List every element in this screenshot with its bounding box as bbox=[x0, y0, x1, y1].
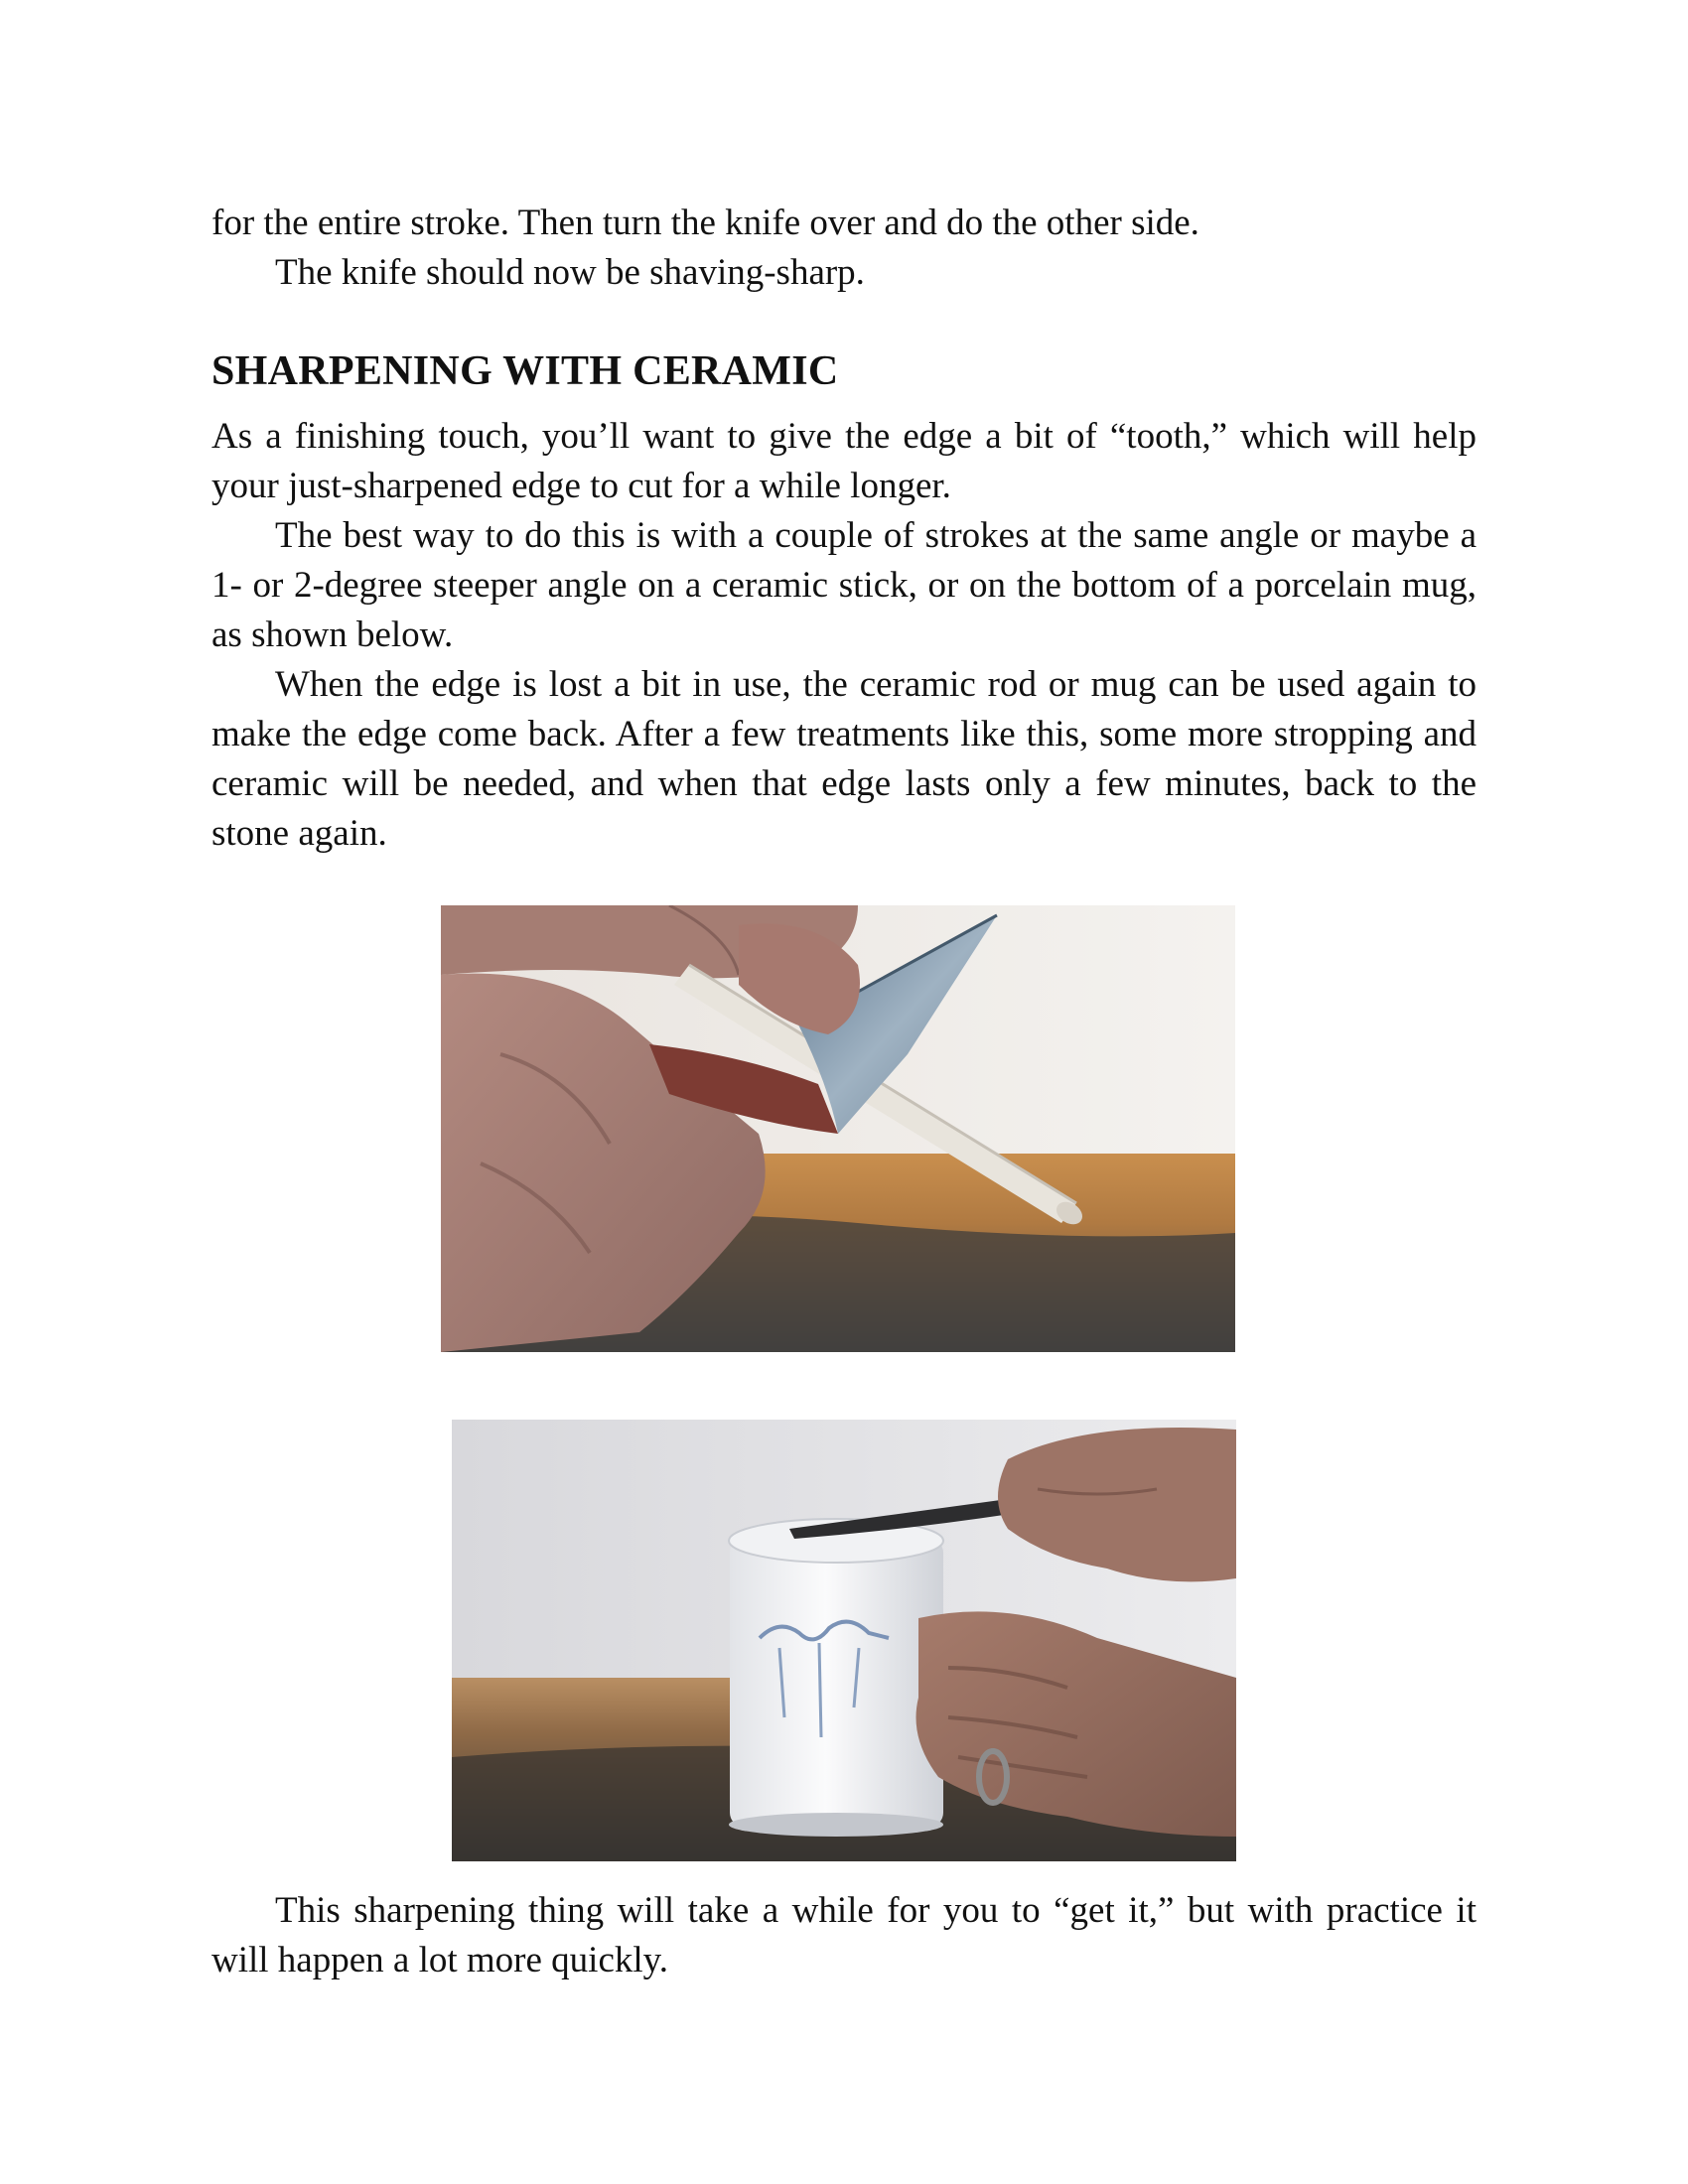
body-paragraph-3: When the edge is lost a bit in use, the ceramic rod or mug can be used again to make the edge come back. After a few treatments like this, some more stropping and ceramic will be needed, and when that edge lasts only a few minutes, back to the stone again. bbox=[211, 664, 1477, 854]
continuation-paragraph: for the entire stroke. Then turn the knife over and do the other side. bbox=[211, 203, 1199, 243]
section-body bbox=[211, 412, 1477, 859]
body-paragraph-1: As a finishing touch, you’ll want to give the edge a bit of “tooth,” which will help your just-sharpened edge to cut for a while longer. bbox=[211, 416, 1477, 506]
ceramic-rod-illustration bbox=[441, 905, 1235, 1352]
top-text-block bbox=[211, 199, 1477, 298]
porcelain-mug-illustration bbox=[452, 1420, 1236, 1861]
section-heading: SHARPENING WITH CERAMIC bbox=[211, 348, 839, 394]
porcelain-mug-photo bbox=[452, 1420, 1236, 1861]
closing-paragraph: This sharpening thing will take a while for you to “get it,” but with practice it will happen a lot more quickly. bbox=[211, 1890, 1477, 1980]
ceramic-rod-photo bbox=[441, 905, 1235, 1352]
sharp-note-paragraph: The knife should now be shaving-sharp. bbox=[275, 252, 865, 293]
closing-text-block bbox=[211, 1886, 1477, 1985]
body-paragraph-2: The best way to do this is with a couple of strokes at the same angle or maybe a 1- or 2-degree steeper angle on a ceramic stick, or on the bottom of a porcelain mug, as shown below. bbox=[211, 515, 1477, 655]
